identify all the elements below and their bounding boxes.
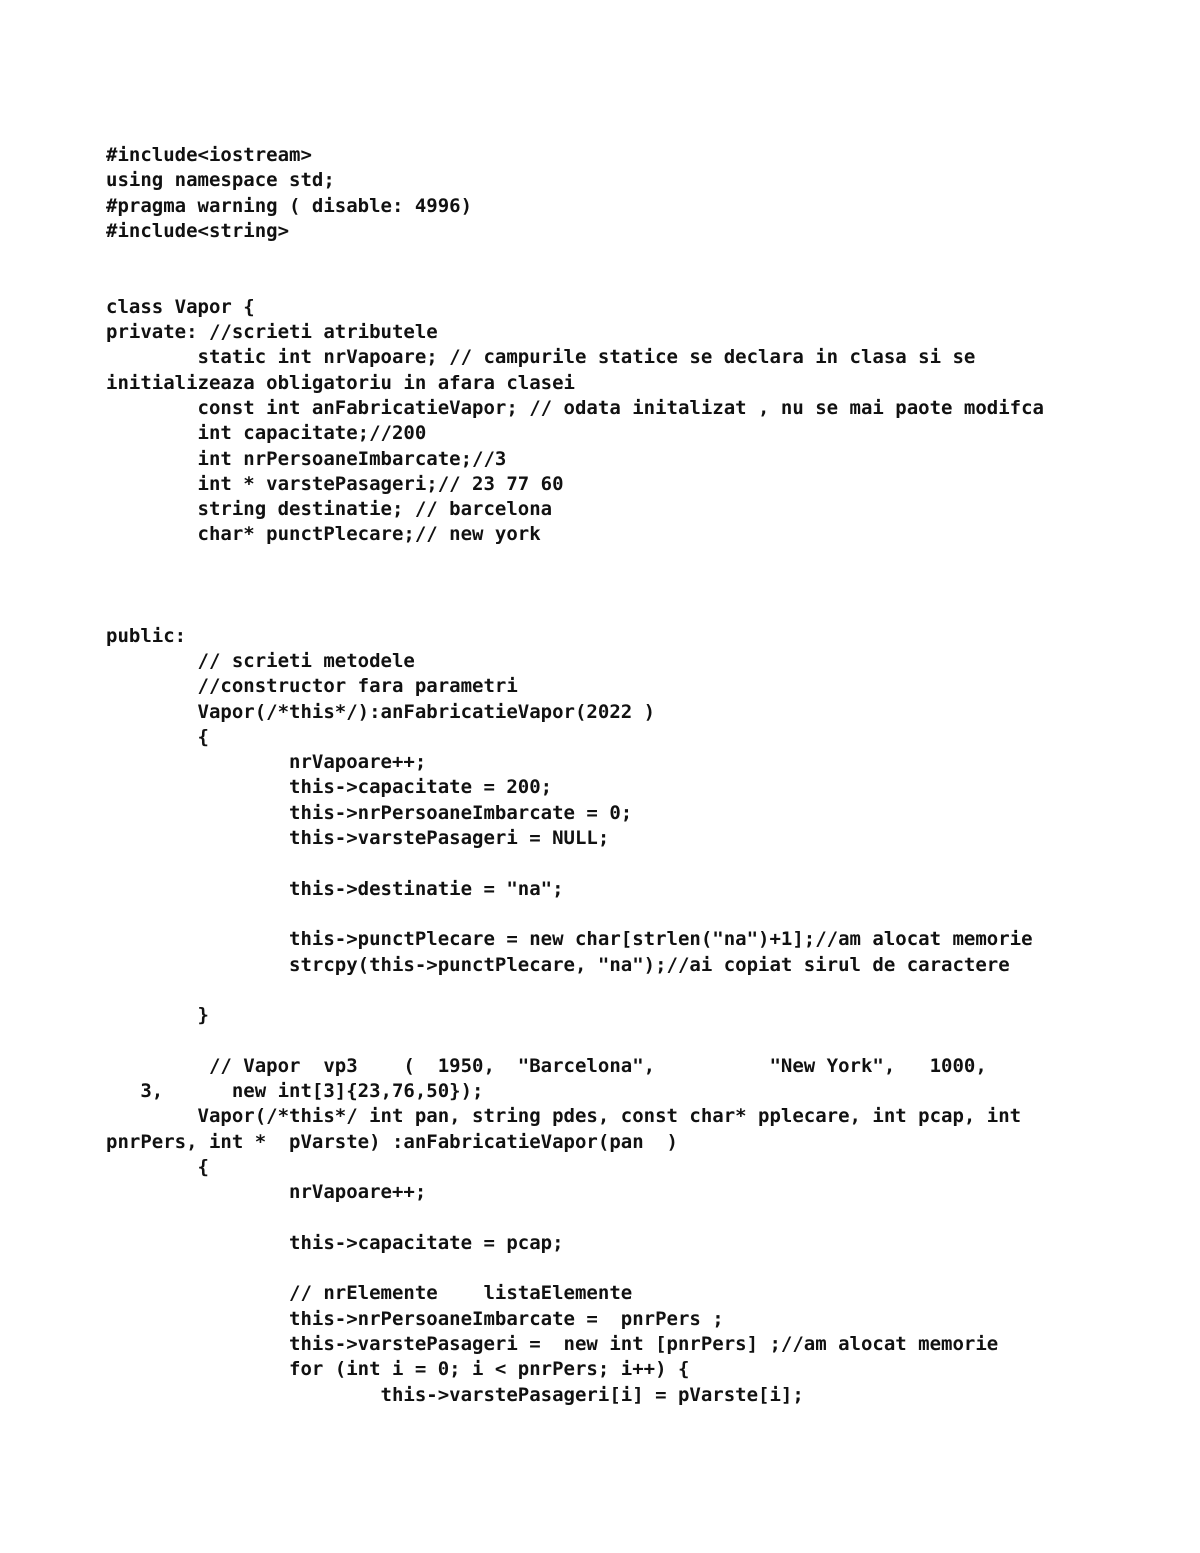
- code-line: [106, 573, 1106, 598]
- code-line: this->punctPlecare = new char[strlen("na")+1];//am alocat memorie: [106, 928, 1033, 951]
- code-line: this->varstePasageri = NULL;: [106, 827, 610, 850]
- code-line: class Vapor {: [106, 295, 255, 318]
- code-line: this->nrPersoaneImbarcate = 0;: [106, 801, 633, 824]
- code-line: initializeaza obligatoriu in afara clasei: [106, 371, 575, 394]
- code-line: char* punctPlecare;// new york: [106, 523, 541, 546]
- code-line: [106, 244, 1106, 269]
- code-line: Vapor(/*this*/ int pan, string pdes, const char* pplecare, int pcap, int: [106, 1105, 1022, 1128]
- code-line: for (int i = 0; i < pnrPers; i++) {: [106, 1358, 690, 1381]
- code-line: #include<iostream>: [106, 144, 312, 166]
- code-line: this->capacitate = pcap;: [106, 1231, 564, 1254]
- code-line: [106, 1205, 1106, 1230]
- code-line: [106, 1256, 1106, 1281]
- code-line: {: [106, 1155, 209, 1178]
- code-line: public:: [106, 624, 187, 647]
- code-line: #include<string>: [106, 219, 290, 242]
- code-line: [106, 548, 1106, 573]
- code-line: [106, 978, 1106, 1003]
- code-line: [106, 598, 1106, 623]
- code-line: const int anFabricatieVapor; // odata initalizat , nu se mai paote modifca: [106, 396, 1044, 419]
- code-line: this->capacitate = 200;: [106, 776, 553, 799]
- code-line: {: [106, 725, 209, 748]
- code-line: int nrPersoaneImbarcate;//3: [106, 447, 507, 470]
- code-line: #pragma warning ( disable: 4996): [106, 194, 473, 217]
- code-line: nrVapoare++;: [106, 1181, 427, 1204]
- code-line: int * varstePasageri;// 23 77 60: [106, 472, 564, 495]
- code-line: this->destinatie = "na";: [106, 877, 564, 900]
- code-line: [106, 851, 1106, 876]
- code-line: [106, 1028, 1106, 1053]
- code-line: }: [106, 1004, 209, 1027]
- code-line: this->varstePasageri = new int [pnrPers] ;//am alocat memorie: [106, 1332, 999, 1355]
- code-line: string destinatie; // barcelona: [106, 498, 553, 521]
- code-line: //constructor fara parametri: [106, 675, 518, 698]
- code-line: strcpy(this->punctPlecare, "na");//ai copiat sirul de caractere: [106, 953, 1010, 976]
- code-line: using namespace std;: [106, 169, 335, 192]
- code-line: nrVapoare++;: [106, 751, 427, 774]
- code-line: this->nrPersoaneImbarcate = pnrPers ;: [106, 1307, 724, 1330]
- code-line: // Vapor vp3 ( 1950, "Barcelona", "New York", 1000,: [106, 1054, 987, 1077]
- code-line: [106, 269, 1106, 294]
- code-block: [106, 143, 1106, 1408]
- code-line: Vapor(/*this*/):anFabricatieVapor(2022 ): [106, 700, 656, 723]
- code-line: // scrieti metodele: [106, 649, 415, 672]
- code-line: this->varstePasageri[i] = pVarste[i];: [106, 1383, 804, 1406]
- code-line: private: //scrieti atributele: [106, 321, 438, 344]
- code-line: pnrPers, int * pVarste) :anFabricatieVapor(pan ): [106, 1130, 678, 1153]
- code-line: 3, new int[3]{23,76,50});: [106, 1079, 484, 1102]
- code-line: static int nrVapoare; // campurile statice se declara in clasa si se: [106, 346, 976, 369]
- code-line: // nrElemente listaElemente: [106, 1282, 633, 1305]
- code-line: [106, 902, 1106, 927]
- code-line: int capacitate;//200: [106, 422, 427, 445]
